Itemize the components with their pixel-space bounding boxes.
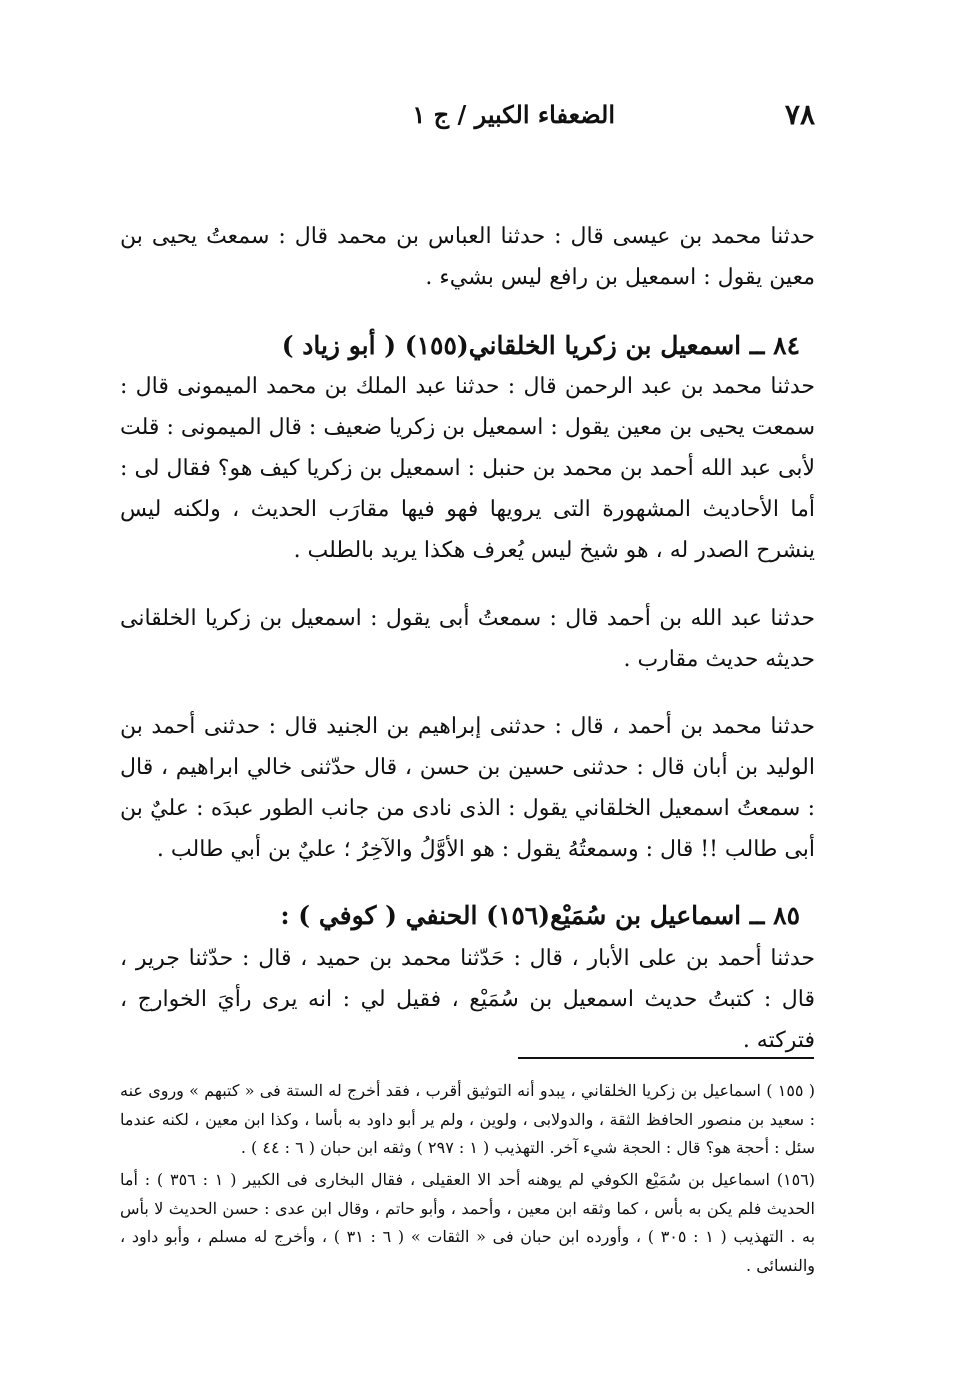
book-title: الضعفاء الكبير / ج ١ [412,100,615,129]
entry-heading-85: ٨٥ ــ اسماعيل بن سُمَيْع(١٥٦) الحنفي ( كوفي ) : [280,901,800,930]
paragraph-4: حدثنا محمد بن أحمد ، قال : حدثنى إبراهيم بن الجنيد قال : حدثنى أحمد بن الوليد بن أبان قال : حدثنى حسين بن حسن ، قال حدّثنى خالي ابراهيم ، قال : سمعتُ اسمعيل الخلقاني يقول : الذى نادى من جانب الطور عبدَه : عليٌ بن أبى طالب !! قال : وسمعتُهُ يقول : هو الأوَّلُ والآخِرُ ؛ عليٌ بن أبي طالب . [120,714,815,862]
paragraph-5: حدثنا أحمد بن على الأبار ، قال : حَدّثنا محمد بن حميد ، قال : حدّثنا جرير ، قال : كتبتُ حديث اسمعيل بن سُمَيْع ، فقيل لي : انه يرى رأيَ الخوارج ، فتركته . [120,946,815,1053]
entry-heading-84: ٨٤ ــ اسمعيل بن زكريا الخلقاني(١٥٥) ( أبو زياد ) [281,331,800,360]
page-number: ٧٨ [784,98,815,131]
running-header [120,98,815,138]
paragraph-1: حدثنا محمد بن عيسى قال : حدثنا العباس بن محمد قال : سمعتُ يحيى بن معين يقول : اسمعيل بن رافع ليس بشيء . [120,224,815,290]
footnote-separator [518,1057,814,1059]
footnote-155: ( ١٥٥ ) اسماعيل بن زكريا الخلقاني ، يبدو أنه التوثيق أقرب ، فقد أخرج له الستة فى « كتبهم » وروى عنه : سعيد بن منصور الحافظ الثقة ، والدولابى ، ولوين ، ولم ير أبو داود به بأسا ، وكذا ابن معين ، لكنه عندما سئل : أحجة هو؟ قال : الحجة شيء آخر. التهذيب ( ١ : ٢٩٧ ) وثقه ابن حبان ( ٦ : ٤٤ ) . [120,1081,816,1157]
paragraph-2: حدثنا محمد بن عبد الرحمن قال : حدثنا عبد الملك بن محمد الميمونى قال : سمعت يحيى بن معين يقول : اسمعيل بن زكريا ضعيف : قال الميمونى : قلت لأبى عبد الله أحمد بن محمد بن حنبل : اسمعيل بن زكريا كيف هو؟ فقال لى : أما الأحاديث المشهورة التى يرويها فهو فيها مقارَب الحديث ، ولكنه ليس ينشرح الصدر له ، هو شيخ ليس يُعرف هكذا يريد بالطلب . [120,374,815,563]
footnote-156: (١٥٦) اسماعيل بن سُمَيْع الكوفي لم يوهنه أحد الا العقيلى ، فقال البخارى فى الكبير ( ١ : ٣٥٦ ) : أما الحديث فلم يكن به بأس ، كما وثقه ابن معين ، وأحمد ، وأبو حاتم ، وقال ابن عدى : حسن الحديث لا بأس به . التهذيب ( ١ : ٣٠٥ ) ، وأورده ابن حبان فى « الثقات » ( ٦ : ٣١ ) ، وأخرج له مسلم ، وأبو داود ، والنسائى . [120,1170,816,1275]
paragraph-3: حدثنا عبد الله بن أحمد قال : سمعتُ أبى يقول : اسمعيل بن زكريا الخلقانى حديثه حديث مقارب . [120,606,815,672]
